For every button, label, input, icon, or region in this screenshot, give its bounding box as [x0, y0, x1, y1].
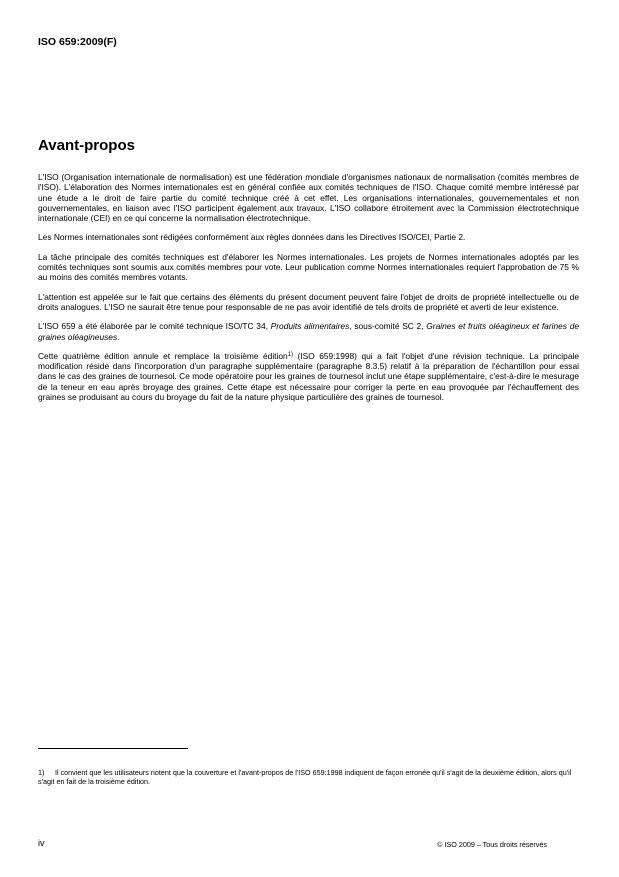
paragraph-prepared-by [38, 321, 579, 342]
footnote-number: 1) [38, 768, 45, 777]
paragraph-patent-rights: L'attention est appelée sur le fait que certains des éléments du présent document peuvent faire l'objet de droits de propriété intellectuelle ou de droits analogues. L'ISO ne saurait être tenue pour responsable de ne pas avoir identifié de tels droits de propriété et averti de leur existence. [38, 291, 579, 312]
paragraph-edition-text-a: Cette quatrième édition annule et remplace la troisième édition [38, 350, 288, 361]
paragraph-prepared-by-text-a: L'ISO 659 a été élaborée par le comité technique ISO/TC 34, [38, 321, 271, 332]
paragraph-edition [38, 351, 579, 402]
paragraph-prepared-by-text-b: , sous-comité SC 2, [349, 321, 427, 332]
footnote-reference[interactable]: 1) [287, 351, 294, 358]
footnote-divider [38, 748, 188, 749]
document-id: ISO 659:2009(F) [38, 36, 117, 48]
foreword-body [38, 172, 579, 411]
page-number: iv [38, 838, 45, 848]
subcommittee-name: Graines et fruits oléagineux et farines de graines oléagineuses [38, 321, 580, 342]
paragraph-directives: Les Normes internationales sont rédigées conformément aux règles données dans les Directives ISO/CEI, Partie 2. [38, 232, 466, 243]
paragraph-technical-committees: La tâche principale des comités techniques est d'élaborer les Normes internationales. Les projets de Normes internationales adoptés par les comités techniques sont soumis aux comités membres pour vote. Leur publication comme Normes internationales requiert l'approbation de 75 % au moins des comités membres votants. [38, 251, 579, 283]
committee-name: Produits alimentaires [270, 321, 350, 332]
paragraph-edition-text-b: (ISO 659:1998) qui a fait l'objet d'une révision technique. La principale modification réside dans l'incorporation d'un paragraphe supplémentaire (paragraphe 8.3.5) relatif à la préparation de l'échantillon pour essai dans le cas des graines de tournesol. Ce mode opératoire pour les graines de tournesol inclut une étape supplémentaire, c'est-à-dire le mesurage de la teneur en eau après broyage des graines. Cette étape est nécessaire pour corriger la perte en eau provoquée par l'échauffement des graines se produisant au cours du broyage du fait de la nature physique particulière des graines de tournesol. [38, 350, 579, 403]
paragraph-iso-organisation: L'ISO (Organisation internationale de normalisation) est une fédération mondiale d'organismes nationaux de normalisation (comités membres de l'ISO). L'élaboration des Normes internationales est en général confiée aux comités techniques de l'ISO. Chaque comité membre intéressé par une étude a le droit de faire partie du comité technique créé à cet effet. Les organisations internationales, gouvernementales et non gouvernementales, en liaison avec l'ISO participent également aux travaux. L'ISO collabore étroitement avec la Commission électrotechnique internationale (CEI) en ce qui concerne la normalisation électrotechnique. [38, 172, 579, 224]
footnote [38, 768, 579, 786]
paragraph-prepared-by-text-c: . [117, 331, 120, 342]
section-title: Avant-propos [38, 137, 135, 154]
copyright-notice: © ISO 2009 – Tous droits réservés [437, 840, 547, 849]
footnote-text: Il convient que les utilisateurs notent que la couverture et l'avant-propos de l'ISO 659:1998 indiquent de façon erronée qu'il s'agit de la deuxième édition, alors qu'il s'agit en fait de la troisième édition. [38, 768, 572, 787]
